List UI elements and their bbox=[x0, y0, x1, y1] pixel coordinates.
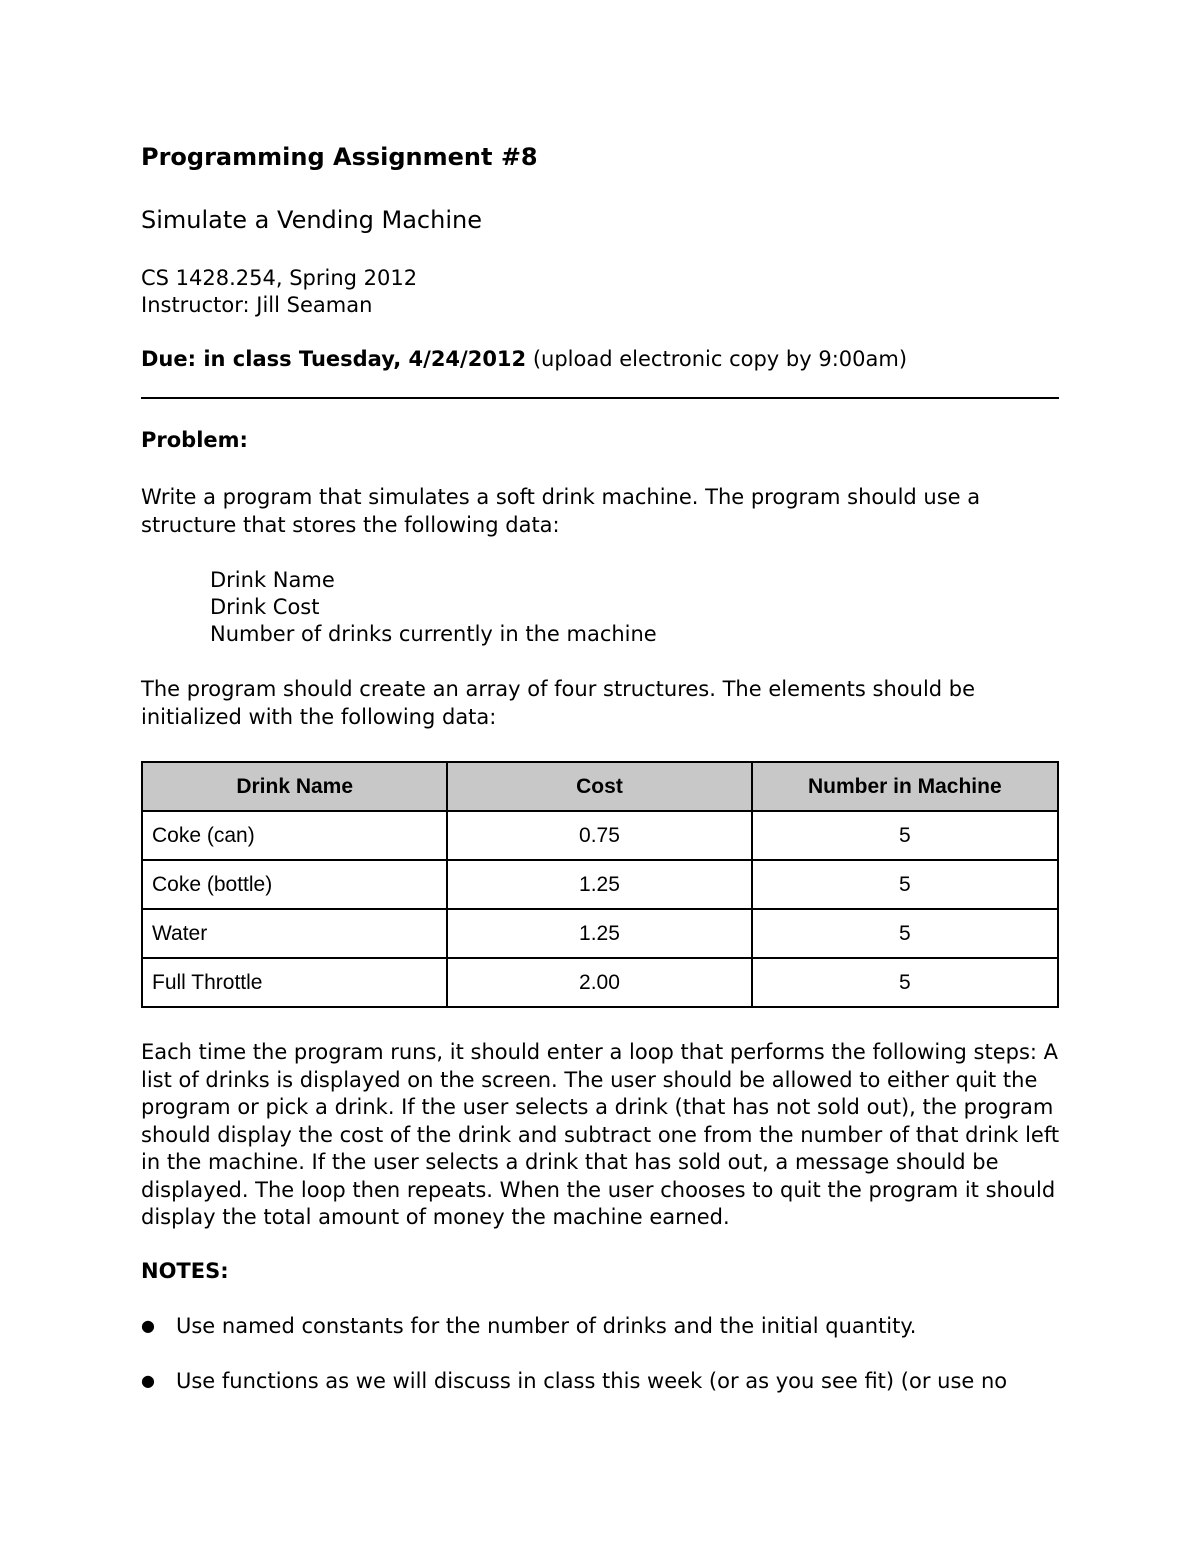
note-text: Use functions as we will discuss in class this week (or as you see fit) (or use no bbox=[176, 1369, 1008, 1393]
table-row bbox=[142, 958, 1058, 1007]
table-header-row bbox=[142, 762, 1058, 811]
field-item: Drink Name bbox=[210, 568, 335, 592]
notes-heading: NOTES: bbox=[141, 1259, 229, 1283]
bullet-icon: ● bbox=[141, 1370, 155, 1390]
drink-name-cell: Coke (can) bbox=[142, 811, 447, 860]
drink-name-cell: Water bbox=[142, 909, 447, 958]
paragraph-line: in the machine. If the user selects a drink that has sold out, a message should be bbox=[141, 1150, 999, 1174]
problem-heading: Problem: bbox=[141, 428, 248, 452]
instructor-line: Instructor: Jill Seaman bbox=[141, 293, 373, 317]
drink-name-cell: Full Throttle bbox=[142, 958, 447, 1007]
problem-intro bbox=[141, 484, 1059, 539]
structure-fields bbox=[210, 567, 657, 648]
paragraph-line: displayed. The loop then repeats. When the user chooses to quit the program it should bbox=[141, 1177, 1056, 1202]
column-header: Cost bbox=[447, 762, 751, 811]
due-line bbox=[141, 347, 907, 371]
table-row bbox=[142, 909, 1058, 958]
paragraph-line: initialized with the following data: bbox=[141, 704, 497, 729]
column-header: Number in Machine bbox=[752, 762, 1058, 811]
drink-qty-cell: 5 bbox=[752, 909, 1058, 958]
field-item: Drink Cost bbox=[210, 595, 320, 619]
assignment-title: Programming Assignment #8 bbox=[141, 143, 538, 171]
due-date: Due: in class Tuesday, 4/24/2012 bbox=[141, 347, 527, 371]
course-line: CS 1428.254, Spring 2012 bbox=[141, 266, 418, 290]
note-item bbox=[141, 1369, 1007, 1393]
paragraph-line: structure that stores the following data: bbox=[141, 512, 560, 537]
table-row bbox=[142, 811, 1058, 860]
note-item bbox=[141, 1314, 916, 1338]
paragraph-line: Write a program that simulates a soft drink machine. The program should use a bbox=[141, 485, 981, 509]
column-header: Drink Name bbox=[142, 762, 447, 811]
drink-cost-cell: 2.00 bbox=[447, 958, 751, 1007]
array-paragraph bbox=[141, 676, 1059, 731]
table-row bbox=[142, 860, 1058, 909]
note-text: Use named constants for the number of drinks and the initial quantity. bbox=[176, 1314, 917, 1338]
paragraph-line: list of drinks is displayed on the screen. The user should be allowed to either quit the bbox=[141, 1067, 1038, 1092]
drink-cost-cell: 0.75 bbox=[447, 811, 751, 860]
drink-cost-cell: 1.25 bbox=[447, 909, 751, 958]
assignment-subtitle: Simulate a Vending Machine bbox=[141, 206, 482, 234]
drink-qty-cell: 5 bbox=[752, 958, 1058, 1007]
drink-qty-cell: 5 bbox=[752, 811, 1058, 860]
bullet-icon: ● bbox=[141, 1315, 155, 1335]
paragraph-line: The program should create an array of four structures. The elements should be bbox=[141, 677, 976, 701]
paragraph-line: program or pick a drink. If the user selects a drink (that has not sold out), the program bbox=[141, 1095, 1054, 1119]
drink-cost-cell: 1.25 bbox=[447, 860, 751, 909]
due-note: (upload electronic copy by 9:00am) bbox=[526, 347, 908, 371]
drinks-table bbox=[141, 761, 1059, 1008]
drink-name-cell: Coke (bottle) bbox=[142, 860, 447, 909]
paragraph-line: Each time the program runs, it should enter a loop that performs the following steps: A bbox=[141, 1040, 1059, 1064]
paragraph-line: should display the cost of the drink and subtract one from the number of that drink left bbox=[141, 1122, 1060, 1147]
field-item: Number of drinks currently in the machine bbox=[210, 622, 657, 646]
paragraph-line: display the total amount of money the machine earned. bbox=[141, 1205, 730, 1229]
drink-qty-cell: 5 bbox=[752, 860, 1058, 909]
course-info bbox=[141, 265, 417, 319]
loop-paragraph bbox=[141, 1039, 1059, 1232]
horizontal-rule bbox=[141, 397, 1059, 399]
